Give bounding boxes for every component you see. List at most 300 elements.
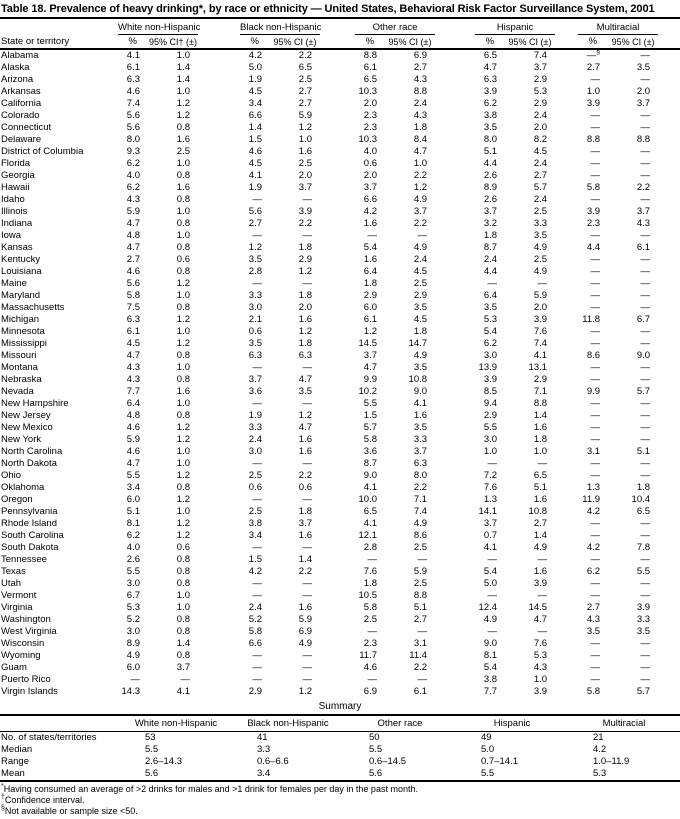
spacer-cell bbox=[658, 230, 680, 242]
state-name: Indiana bbox=[1, 218, 33, 229]
percent-value: 4.7 bbox=[126, 218, 140, 229]
percent-value: 2.6 bbox=[126, 554, 140, 565]
ci-value: 4.1 bbox=[176, 686, 190, 697]
percent-value: 6.0 bbox=[126, 494, 140, 505]
ci-value: 4.5 bbox=[413, 314, 428, 325]
column-gap bbox=[435, 398, 475, 410]
column-gap bbox=[435, 386, 475, 398]
percent-value: 4.6 bbox=[126, 266, 140, 277]
percent-value: 4.6 bbox=[126, 446, 140, 457]
percent-value: — bbox=[590, 230, 601, 241]
ci-value: — bbox=[180, 674, 190, 685]
percent-value: 3.7 bbox=[248, 374, 262, 385]
percent-value: 6.4 bbox=[363, 266, 378, 277]
ci-value: 4.3 bbox=[533, 662, 548, 673]
table-row bbox=[0, 434, 680, 446]
column-gap bbox=[198, 242, 240, 254]
spacer-cell bbox=[658, 158, 680, 170]
percent-value: 3.7 bbox=[363, 182, 378, 193]
spacer-cell bbox=[658, 362, 680, 374]
percent-value: 7.5 bbox=[126, 302, 140, 313]
state-name: Arizona bbox=[1, 74, 34, 85]
ci-value: 0.8 bbox=[176, 170, 190, 181]
percent-value: 2.8 bbox=[248, 266, 262, 277]
ci-value: 3.7 bbox=[413, 206, 428, 217]
ci-value: 1.2 bbox=[298, 122, 313, 133]
percent-value: 1.6 bbox=[363, 254, 378, 265]
ci-value: 3.7 bbox=[176, 662, 190, 673]
ci-value: 1.2 bbox=[176, 314, 190, 325]
state-name: Wisconsin bbox=[1, 638, 45, 649]
column-gap bbox=[435, 182, 475, 194]
ci-value: 8.6 bbox=[413, 530, 428, 541]
column-gap bbox=[320, 35, 355, 50]
column-gap bbox=[198, 98, 240, 110]
ci-value: 2.5 bbox=[413, 542, 428, 553]
percent-value: 11.9 bbox=[582, 494, 601, 505]
percent-value: 1.6 bbox=[363, 218, 378, 229]
ci-value: 4.7 bbox=[298, 422, 313, 433]
ci-value: 1.6 bbox=[298, 146, 313, 157]
ci-value: 8.8 bbox=[413, 86, 428, 97]
ci-value: — bbox=[302, 230, 313, 241]
percent-value: 3.7 bbox=[483, 518, 498, 529]
summary-value: 5.3 bbox=[593, 768, 607, 779]
column-gap bbox=[435, 482, 475, 494]
percent-value: 4.2 bbox=[363, 206, 378, 217]
ci-value: 0.6 bbox=[176, 254, 190, 265]
ci-value: 0.8 bbox=[176, 482, 190, 493]
ci-value: 1.4 bbox=[533, 530, 548, 541]
sub-header-row bbox=[0, 35, 680, 50]
ci-value: 2.4 bbox=[533, 194, 548, 205]
ci-value: 3.3 bbox=[533, 218, 548, 229]
ci-value: 1.0 bbox=[533, 674, 548, 685]
percent-value: 4.1 bbox=[363, 518, 378, 529]
ci-value: 5.9 bbox=[298, 110, 313, 121]
percent-value: 1.5 bbox=[248, 134, 262, 145]
table-row bbox=[0, 638, 680, 650]
ci-value: 1.8 bbox=[298, 506, 313, 517]
table-row bbox=[0, 362, 680, 374]
spacer-cell bbox=[658, 458, 680, 470]
ci-value: 1.4 bbox=[176, 62, 190, 73]
spacer-cell bbox=[658, 242, 680, 254]
percent-value: 5.1 bbox=[126, 506, 140, 517]
column-gap bbox=[320, 458, 355, 470]
column-gap bbox=[555, 278, 578, 290]
percent-value: 7.7 bbox=[483, 686, 498, 697]
ci-value: 6.5 bbox=[298, 62, 313, 73]
percent-value: 8.0 bbox=[126, 134, 140, 145]
percent-value: 1.8 bbox=[483, 230, 498, 241]
ci-value: 2.4 bbox=[533, 158, 548, 169]
summary-row bbox=[0, 756, 680, 768]
percent-value: 5.0 bbox=[483, 578, 498, 589]
column-gap bbox=[555, 386, 578, 398]
ci-value: 14.7 bbox=[408, 338, 428, 349]
column-gap bbox=[320, 49, 355, 62]
group-header-hispanic: Hispanic bbox=[475, 18, 555, 35]
ci-value: — bbox=[302, 590, 313, 601]
table-row bbox=[0, 626, 680, 638]
spacer-cell bbox=[658, 578, 680, 590]
percent-header: % bbox=[355, 35, 385, 50]
column-gap bbox=[555, 530, 578, 542]
column-gap bbox=[198, 374, 240, 386]
table-row bbox=[0, 230, 680, 242]
percent-value: 3.0 bbox=[248, 302, 262, 313]
spacer-cell bbox=[658, 146, 680, 158]
percent-value: 4.4 bbox=[483, 266, 498, 277]
ci-value: 1.0 bbox=[413, 158, 428, 169]
table-row bbox=[0, 578, 680, 590]
column-gap bbox=[320, 386, 355, 398]
percent-value: 5.5 bbox=[363, 398, 378, 409]
percent-value: — bbox=[487, 626, 498, 637]
column-gap bbox=[320, 578, 355, 590]
ci-value: — bbox=[640, 122, 651, 133]
ci-value: — bbox=[640, 662, 651, 673]
column-gap bbox=[555, 86, 578, 98]
spacer-cell bbox=[658, 350, 680, 362]
percent-value: 5.6 bbox=[126, 122, 140, 133]
column-gap bbox=[320, 254, 355, 266]
percent-value: 6.0 bbox=[363, 302, 378, 313]
percent-value: 5.4 bbox=[483, 566, 498, 577]
ci-value: 2.2 bbox=[413, 662, 428, 673]
ci-value: 1.6 bbox=[176, 134, 190, 145]
ci-value: 3.9 bbox=[533, 314, 548, 325]
column-gap bbox=[320, 314, 355, 326]
column-gap bbox=[435, 590, 475, 602]
column-gap bbox=[555, 494, 578, 506]
column-gap bbox=[555, 554, 578, 566]
percent-value: 6.5 bbox=[363, 506, 378, 517]
percent-value: 3.2 bbox=[483, 218, 498, 229]
summary-value: 5.5 bbox=[145, 744, 159, 755]
column-gap bbox=[198, 674, 240, 686]
column-gap bbox=[198, 182, 240, 194]
percent-value: 1.9 bbox=[248, 182, 262, 193]
percent-value: — bbox=[590, 374, 601, 385]
column-gap bbox=[320, 662, 355, 674]
ci-value: 4.9 bbox=[413, 194, 428, 205]
percent-value: — bbox=[590, 410, 601, 421]
ci-value: — bbox=[640, 146, 651, 157]
percent-value: — bbox=[252, 458, 262, 469]
spacer-cell bbox=[658, 398, 680, 410]
spacer-cell bbox=[658, 254, 680, 266]
state-name: Nebraska bbox=[1, 374, 42, 385]
column-gap bbox=[435, 422, 475, 434]
percent-value: — bbox=[252, 590, 262, 601]
percent-value: 1.3 bbox=[483, 494, 498, 505]
state-name: Arkansas bbox=[1, 86, 41, 97]
ci-value: 0.8 bbox=[176, 650, 190, 661]
ci-value: 4.5 bbox=[413, 266, 428, 277]
ci-value: — bbox=[302, 578, 313, 589]
ci-header: 95% CI† (±) bbox=[148, 35, 198, 50]
percent-value: 2.5 bbox=[248, 470, 262, 481]
ci-value: 2.7 bbox=[413, 614, 428, 625]
column-gap bbox=[198, 314, 240, 326]
state-name: Oklahoma bbox=[1, 482, 45, 493]
table-row bbox=[0, 542, 680, 554]
percent-value: 4.9 bbox=[126, 650, 140, 661]
table-row bbox=[0, 158, 680, 170]
column-gap bbox=[320, 434, 355, 446]
percent-value: 5.3 bbox=[126, 602, 140, 613]
column-gap bbox=[435, 686, 475, 698]
column-gap bbox=[320, 98, 355, 110]
column-gap bbox=[435, 122, 475, 134]
percent-value: — bbox=[590, 266, 601, 277]
summary-row-label: No. of states/territories bbox=[1, 732, 97, 743]
percent-value: 6.2 bbox=[126, 530, 140, 541]
ci-value: — bbox=[302, 674, 313, 685]
percent-value: 6.3 bbox=[483, 74, 498, 85]
column-gap bbox=[435, 110, 475, 122]
ci-value: 7.4 bbox=[533, 50, 548, 61]
percent-header: % bbox=[475, 35, 505, 50]
column-gap bbox=[435, 18, 475, 35]
column-gap bbox=[198, 230, 240, 242]
ci-value: — bbox=[417, 554, 428, 565]
percent-value: 6.2 bbox=[126, 158, 140, 169]
column-gap bbox=[435, 374, 475, 386]
ci-value: — bbox=[640, 458, 651, 469]
ci-value: 0.6 bbox=[176, 542, 190, 553]
percent-value: 3.5 bbox=[483, 302, 498, 313]
percent-value: — bbox=[252, 194, 262, 205]
ci-value: 4.7 bbox=[298, 374, 313, 385]
table-row bbox=[0, 470, 680, 482]
summary-value: 0.7–14.1 bbox=[481, 756, 518, 767]
percent-value: 8.1 bbox=[126, 518, 140, 529]
ci-value: 3.9 bbox=[298, 206, 313, 217]
ci-value: 1.6 bbox=[176, 182, 190, 193]
ci-value: — bbox=[640, 230, 651, 241]
summary-row-label: Mean bbox=[1, 768, 25, 779]
ci-value: 1.8 bbox=[298, 290, 313, 301]
spacer-cell bbox=[658, 386, 680, 398]
ci-value: 7.4 bbox=[413, 506, 428, 517]
column-gap bbox=[320, 614, 355, 626]
footnote-marker: § bbox=[1, 805, 5, 812]
percent-value: 1.5 bbox=[248, 554, 262, 565]
percent-value: 5.5 bbox=[483, 422, 498, 433]
column-gap bbox=[198, 206, 240, 218]
ci-value: 2.7 bbox=[533, 518, 548, 529]
ci-value: 2.0 bbox=[533, 122, 548, 133]
table-row bbox=[0, 374, 680, 386]
column-gap bbox=[435, 458, 475, 470]
percent-value: — bbox=[252, 542, 262, 553]
ci-value: — bbox=[640, 290, 651, 301]
percent-value: — bbox=[367, 230, 378, 241]
column-gap bbox=[555, 62, 578, 74]
summary-header-black: Black non-Hispanic bbox=[232, 715, 344, 732]
spacer-cell bbox=[658, 182, 680, 194]
ci-value: 3.7 bbox=[636, 98, 651, 109]
ci-value: 1.2 bbox=[176, 278, 190, 289]
ci-value: — bbox=[302, 494, 313, 505]
ci-header: 95% CI (±) bbox=[385, 35, 435, 50]
column-gap bbox=[555, 18, 578, 35]
column-gap bbox=[555, 158, 578, 170]
column-gap bbox=[198, 458, 240, 470]
spacer-cell bbox=[658, 302, 680, 314]
state-name: Oregon bbox=[1, 494, 33, 505]
column-gap bbox=[198, 278, 240, 290]
ci-value: — bbox=[640, 554, 651, 565]
percent-value: 6.0 bbox=[126, 662, 140, 673]
column-gap bbox=[555, 470, 578, 482]
column-gap bbox=[435, 242, 475, 254]
column-gap bbox=[320, 362, 355, 374]
spacer-cell bbox=[658, 422, 680, 434]
percent-value: 0.6 bbox=[248, 482, 262, 493]
percent-value: — bbox=[590, 398, 601, 409]
ci-value: 3.7 bbox=[533, 62, 548, 73]
ci-value: 14.5 bbox=[528, 602, 548, 613]
percent-value: — bbox=[252, 278, 262, 289]
percent-value: 4.1 bbox=[363, 482, 378, 493]
percent-value: 8.6 bbox=[586, 350, 601, 361]
ci-value: 2.0 bbox=[636, 86, 651, 97]
column-gap bbox=[320, 146, 355, 158]
ci-value: 2.2 bbox=[298, 470, 313, 481]
ci-value: 4.1 bbox=[533, 350, 548, 361]
percent-value: 9.0 bbox=[483, 638, 498, 649]
column-gap bbox=[320, 230, 355, 242]
column-gap bbox=[555, 578, 578, 590]
state-name: South Dakota bbox=[1, 542, 59, 553]
column-gap bbox=[555, 638, 578, 650]
ci-value: 1.0 bbox=[176, 206, 190, 217]
state-name: Idaho bbox=[1, 194, 25, 205]
percent-value: 1.8 bbox=[363, 278, 378, 289]
spacer-cell bbox=[658, 494, 680, 506]
column-gap bbox=[555, 398, 578, 410]
column-gap bbox=[320, 494, 355, 506]
ci-header: 95% CI (±) bbox=[608, 35, 658, 50]
percent-value: — bbox=[487, 590, 498, 601]
footnote: *Having consumed an average of >2 drinks for males and >1 drink for females per day in the past month. bbox=[1, 783, 418, 794]
summary-value: 5.6 bbox=[369, 768, 383, 779]
percent-value: — bbox=[590, 578, 601, 589]
spacer-cell bbox=[658, 650, 680, 662]
column-gap bbox=[555, 110, 578, 122]
percent-value: 2.8 bbox=[363, 542, 378, 553]
ci-value: — bbox=[640, 110, 651, 121]
column-gap bbox=[198, 122, 240, 134]
spacer-cell bbox=[658, 602, 680, 614]
column-gap bbox=[435, 278, 475, 290]
percent-value: 2.5 bbox=[363, 614, 378, 625]
ci-value: 6.9 bbox=[413, 50, 428, 61]
ci-value: 10.8 bbox=[528, 506, 548, 517]
ci-value: 1.2 bbox=[176, 422, 190, 433]
column-gap bbox=[555, 74, 578, 86]
percent-value: 12.1 bbox=[358, 530, 378, 541]
column-gap bbox=[555, 662, 578, 674]
percent-value: 3.5 bbox=[483, 122, 498, 133]
column-gap bbox=[435, 674, 475, 686]
ci-value: 1.0 bbox=[176, 50, 190, 61]
column-gap bbox=[198, 494, 240, 506]
table-row bbox=[0, 350, 680, 362]
table-row bbox=[0, 110, 680, 122]
table-row bbox=[0, 49, 680, 62]
state-name: Utah bbox=[1, 578, 22, 589]
percent-value: — bbox=[252, 362, 262, 373]
percent-value: 4.5 bbox=[126, 338, 140, 349]
ci-value: — bbox=[640, 410, 651, 421]
ci-value: 5.3 bbox=[533, 86, 548, 97]
column-gap bbox=[555, 626, 578, 638]
state-name: District of Columbia bbox=[1, 146, 84, 157]
column-gap bbox=[320, 422, 355, 434]
column-gap bbox=[320, 530, 355, 542]
percent-value: 2.3 bbox=[363, 122, 378, 133]
table-row bbox=[0, 302, 680, 314]
ci-value: 2.0 bbox=[533, 302, 548, 313]
ci-value: 6.9 bbox=[298, 626, 313, 637]
column-gap bbox=[435, 314, 475, 326]
percent-value: 1.5 bbox=[363, 410, 378, 421]
section-mark: § bbox=[596, 48, 601, 56]
table-row bbox=[0, 98, 680, 110]
percent-value: 3.4 bbox=[126, 482, 140, 493]
column-gap bbox=[198, 530, 240, 542]
column-gap bbox=[555, 350, 578, 362]
percent-value: — bbox=[252, 662, 262, 673]
ci-value: 1.0 bbox=[176, 362, 190, 373]
percent-value: 3.9 bbox=[586, 98, 601, 109]
percent-value: 2.4 bbox=[248, 434, 262, 445]
percent-value: 8.0 bbox=[483, 134, 498, 145]
ci-value: 1.2 bbox=[298, 326, 313, 337]
column-gap bbox=[435, 35, 475, 50]
column-gap bbox=[320, 86, 355, 98]
ci-value: 2.9 bbox=[533, 374, 548, 385]
column-gap bbox=[198, 650, 240, 662]
ci-value: — bbox=[640, 374, 651, 385]
column-gap bbox=[320, 278, 355, 290]
column-gap bbox=[198, 398, 240, 410]
ci-value: 4.3 bbox=[413, 110, 428, 121]
column-gap bbox=[320, 170, 355, 182]
state-name: New Mexico bbox=[1, 422, 53, 433]
column-gap bbox=[198, 290, 240, 302]
percent-value: — bbox=[130, 674, 140, 685]
percent-value: 0.6 bbox=[363, 158, 378, 169]
ci-value: 4.9 bbox=[413, 242, 428, 253]
ci-value: 3.7 bbox=[413, 446, 428, 457]
percent-value: 10.2 bbox=[358, 386, 378, 397]
ci-value: 1.6 bbox=[298, 314, 313, 325]
percent-value: 3.6 bbox=[248, 386, 262, 397]
ci-value: 4.9 bbox=[413, 350, 428, 361]
column-gap bbox=[320, 206, 355, 218]
column-gap bbox=[198, 626, 240, 638]
column-gap bbox=[435, 662, 475, 674]
column-gap bbox=[198, 578, 240, 590]
column-gap bbox=[555, 122, 578, 134]
percent-value: — bbox=[487, 554, 498, 565]
